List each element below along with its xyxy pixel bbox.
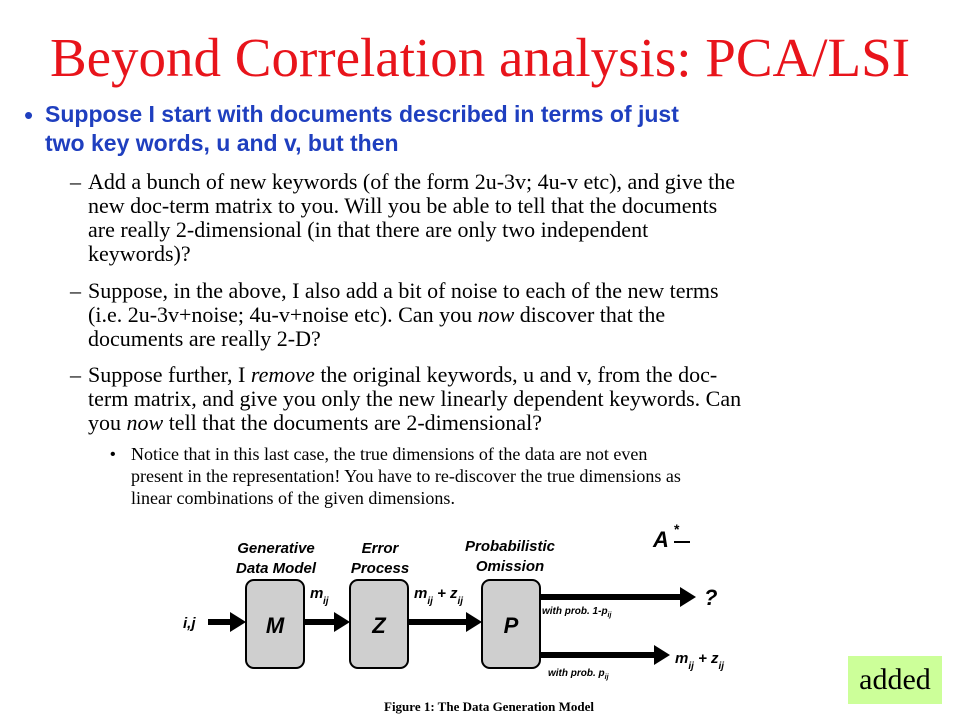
m-ij-label: m xyxy=(310,585,324,602)
sub-bullet-line: documents are really 2-D? xyxy=(88,326,321,351)
main-bullet xyxy=(45,100,925,158)
sub-bullet-line: Suppose, in the above, I also add a bit of noise to each of the new terms xyxy=(88,278,719,303)
z-to-p-arrowhead xyxy=(466,612,482,632)
omitted-output-arrowhead xyxy=(680,587,696,607)
sub-bullet-line: term matrix, and give you only the new linearly dependent keywords. Can xyxy=(88,386,742,411)
error-label: Error xyxy=(361,540,399,557)
sub-bullet-marker: – xyxy=(70,362,81,387)
observed-output-arrowhead xyxy=(654,645,670,665)
error-label: Process xyxy=(350,560,410,577)
omission-label: Probabilistic xyxy=(464,538,556,555)
subsub-bullet-marker: • xyxy=(110,446,116,463)
data-generation-diagram xyxy=(180,520,760,700)
prob-1-minus-p-label: with prob. $1-p_{ij}$ xyxy=(542,606,612,619)
input-arrowhead xyxy=(230,612,246,632)
m-ij-subscript: ij xyxy=(323,596,329,607)
slide-title: Beyond Correlation analysis: PCA/LSI xyxy=(49,27,911,88)
sub-bullet-3 xyxy=(88,363,878,435)
sub-bullet-marker: – xyxy=(70,169,81,194)
input-label: i,j xyxy=(183,615,196,632)
prob-p-label: with prob. $p_{ij}$ xyxy=(548,668,609,681)
sub-bullet-line: keywords)? xyxy=(88,241,191,266)
main-bullet-line: two key words, u and v, but then xyxy=(45,130,399,156)
sub-bullet-marker: – xyxy=(70,278,81,303)
added-badge: added xyxy=(848,656,942,704)
sub-bullet-line: are really 2-dimensional (in that there are only two independent xyxy=(88,217,649,242)
subsub-bullet-line: linear combinations of the given dimensions. xyxy=(131,488,455,508)
sub-bullet-line: you now tell that the documents are 2-dimensional? xyxy=(88,410,542,435)
figure-caption: Figure 1: The Data Generation Model xyxy=(384,699,595,714)
sub-bullet-line: Add a bunch of new keywords (of the form 2u-3v; 4u-v etc), and give the xyxy=(88,169,735,194)
generative-label: Generative xyxy=(237,540,315,557)
m-plus-z-label: $m_{ij} + z_{ij}$ xyxy=(414,585,464,607)
a-star-label: A xyxy=(653,527,669,552)
box-p-label: P xyxy=(503,613,519,638)
emphasis-now: now xyxy=(477,302,515,327)
box-z-label: Z xyxy=(372,613,386,638)
sub-bullet-line: new doc-term matrix to you. Will you be able to tell that the documents xyxy=(88,193,718,218)
generative-label: Data Model xyxy=(235,560,317,577)
sub-bullet-1 xyxy=(88,170,878,266)
emphasis-now: now xyxy=(126,410,164,435)
box-m-label: M xyxy=(265,613,285,638)
omission-label: Omission xyxy=(475,558,545,575)
subsub-bullet xyxy=(131,443,891,509)
sub-bullet-line: Suppose further, I remove the original keywords, u and v, from the doc- xyxy=(88,362,718,387)
emphasis-remove: remove xyxy=(250,362,315,387)
sub-bullet-2 xyxy=(88,279,878,351)
a-star-superscript: * xyxy=(674,521,680,537)
main-bullet-marker: • xyxy=(24,100,34,130)
main-bullet-line: Suppose I start with documents described in terms of just xyxy=(45,101,679,127)
sub-bullet-line: (i.e. 2u-3v+noise; 4u-v+noise etc). Can you now discover that the xyxy=(88,302,666,327)
m-to-z-arrowhead xyxy=(334,612,350,632)
subsub-bullet-line: present in the representation! You have to re-discover the true dimensions as xyxy=(131,466,681,486)
observed-value-label: $m_{ij} + z_{ij}$ xyxy=(675,650,725,672)
subsub-bullet-line: Notice that in this last case, the true dimensions of the data are not even xyxy=(131,444,648,464)
omitted-question: ? xyxy=(704,585,718,610)
